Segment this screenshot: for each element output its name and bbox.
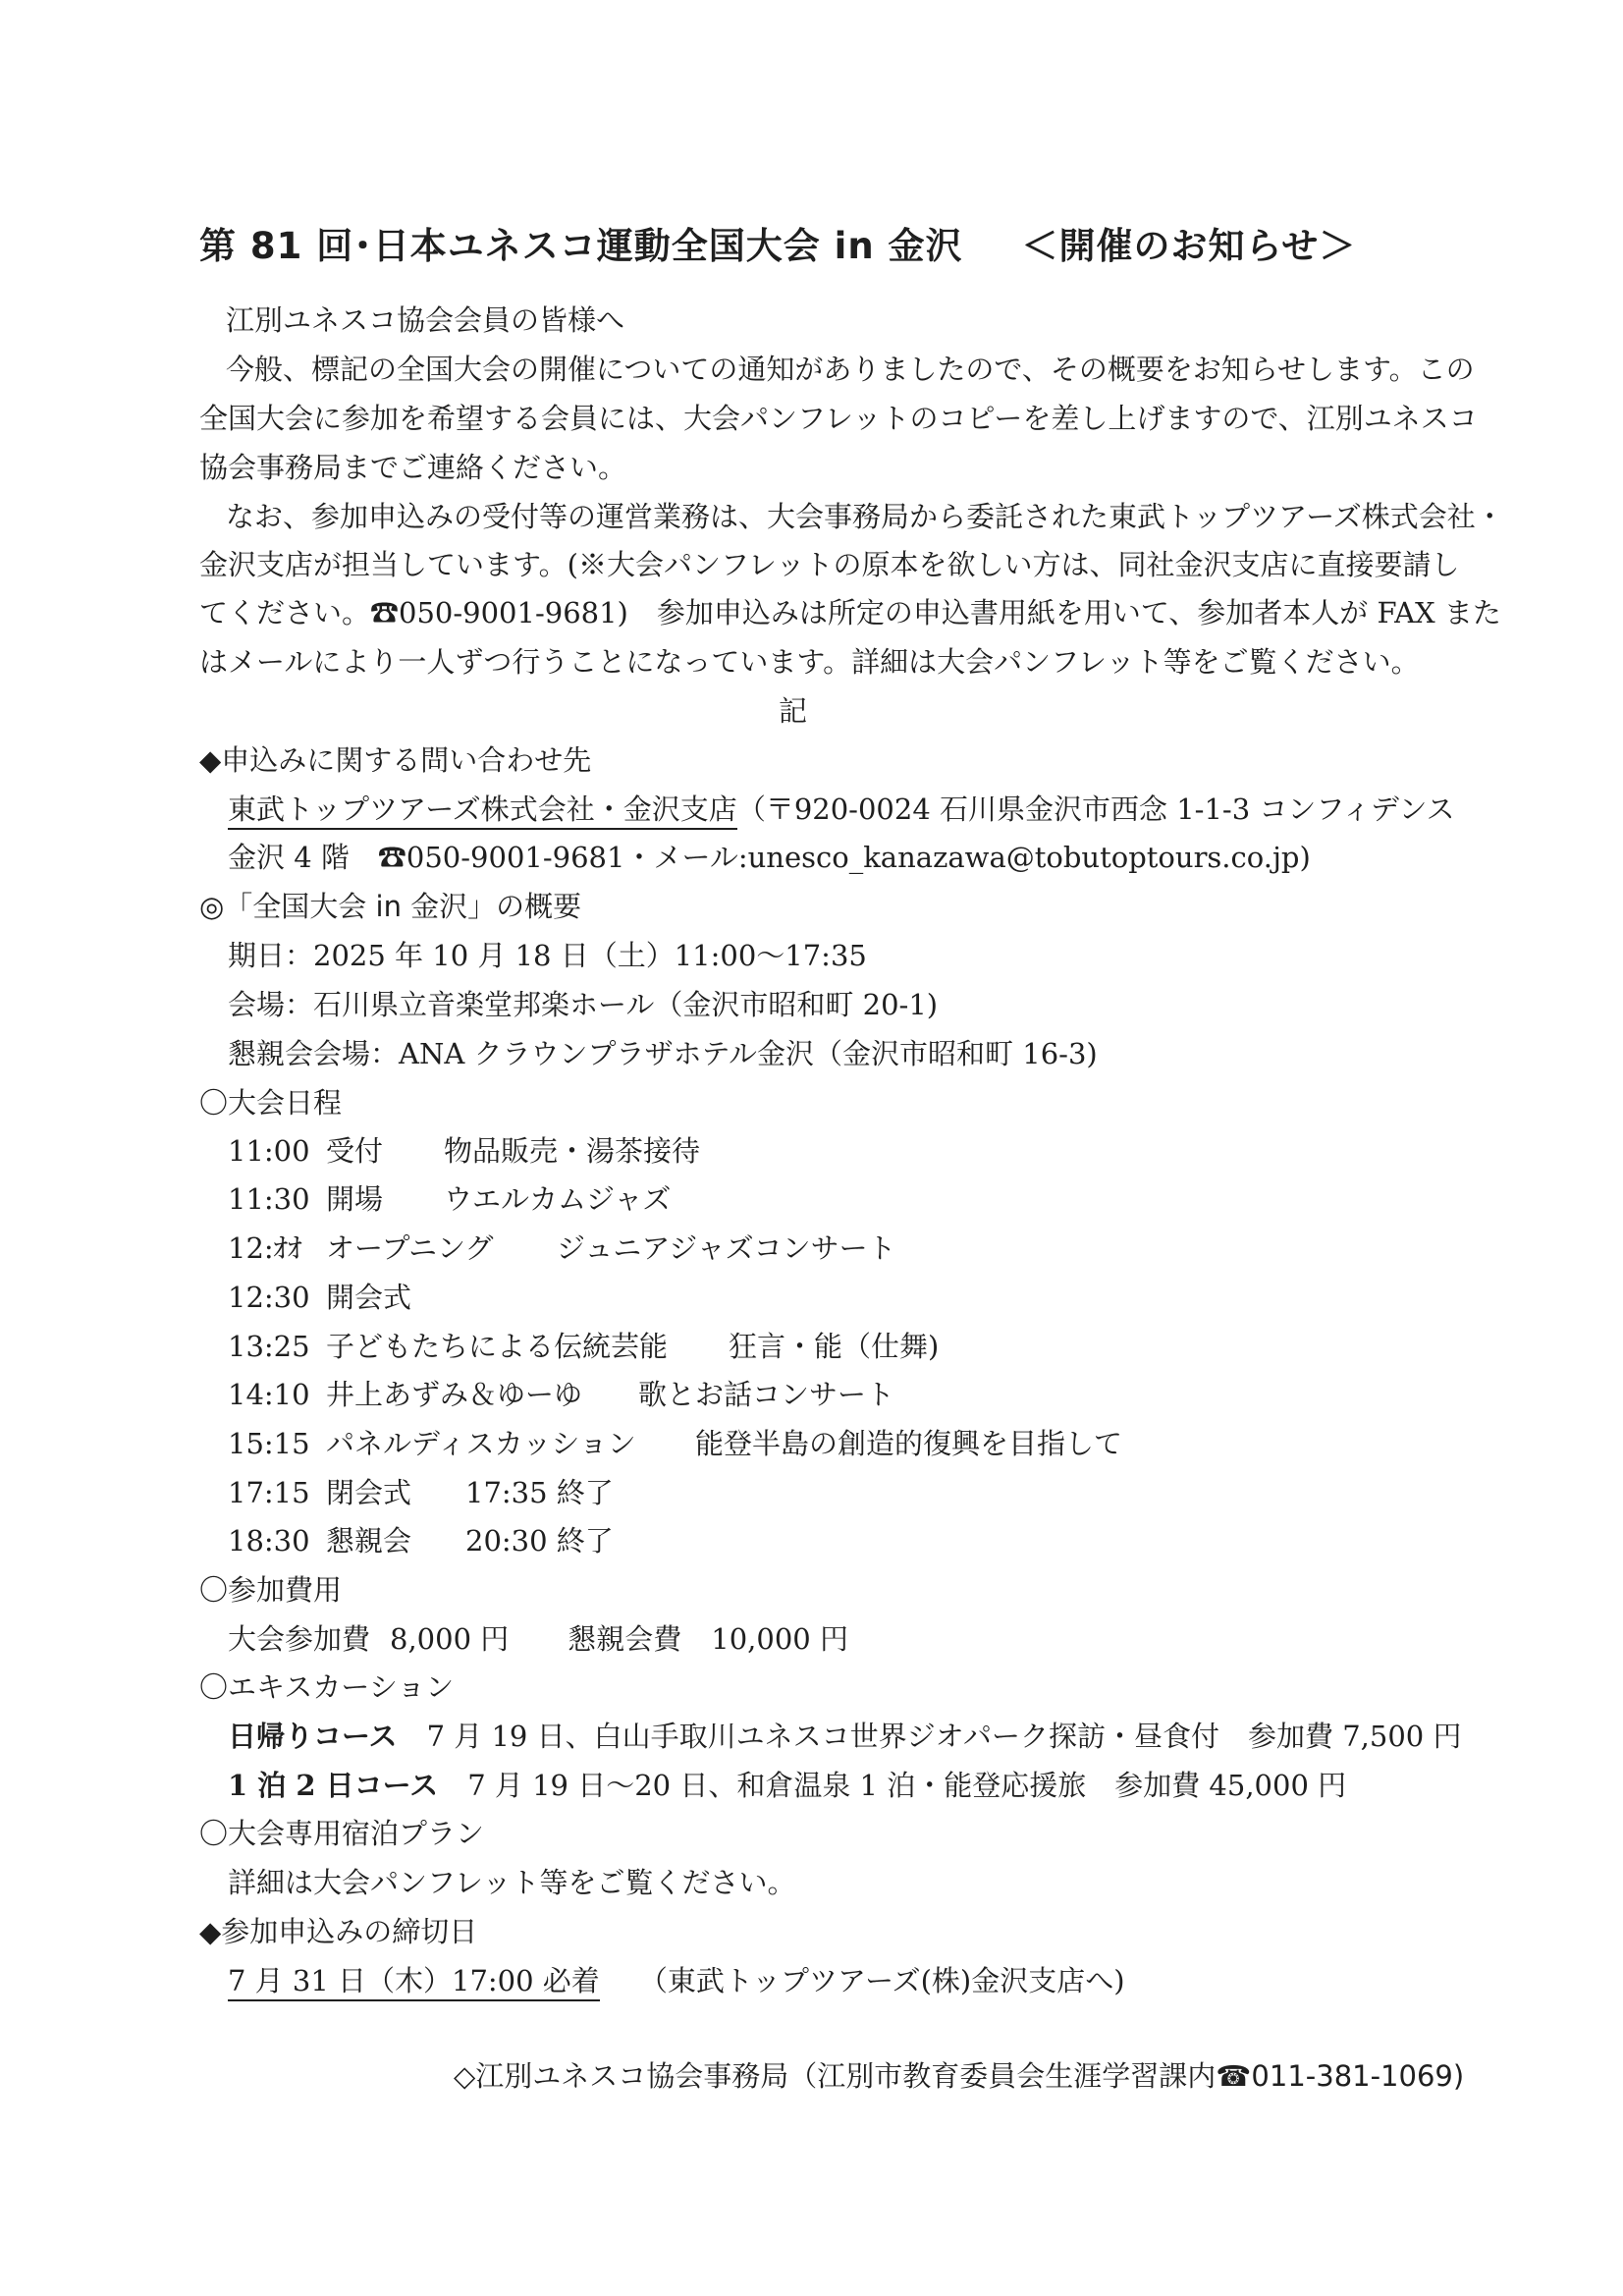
- schedule-item: [228, 1131, 700, 1171]
- fees-line: [228, 1619, 848, 1659]
- course-2-name: 1 泊 2 日コース: [228, 1769, 439, 1802]
- excursion-heading: 〇エキスカーション: [199, 1670, 455, 1704]
- overview-heading: ◎「全国大会 in 金沢」の概要: [199, 890, 582, 923]
- footer-office: ◇江別ユネスコ協会事務局（江別市教育委員会生涯学習課内☎011-381-1069): [454, 2059, 1465, 2093]
- schedule-time: 12:ｵｵ: [228, 1231, 302, 1265]
- page-title: [199, 222, 1356, 271]
- course-2-desc: 7 月 19 日～20 日、和倉温泉 1 泊・能登応援旅 参加費 45,000 円: [467, 1769, 1347, 1802]
- fee-party-value: 10,000 円: [711, 1622, 848, 1656]
- title-main: 第 81 回･日本ユネスコ運動全国大会 in 金沢: [199, 225, 963, 267]
- schedule-item: [228, 1473, 614, 1512]
- contact-address-1: （〒920-0024 石川県金沢市西念 1-1-3 コンフィデンス: [736, 793, 1455, 826]
- schedule-detail: 狂言・能（仕舞): [729, 1330, 940, 1363]
- intro-p2-line-2: 金沢支店が担当しています。(※大会パンフレットの原本を欲しい方は、同社金沢支店に直接要請し: [199, 548, 1460, 581]
- schedule-event: 閉会式: [326, 1476, 412, 1509]
- fees-heading: 〇参加費用: [199, 1573, 343, 1607]
- fee-conference-value: 8,000 円: [390, 1622, 510, 1656]
- intro-p2-line-4: はメールにより一人ずつ行うことになっています。詳細は大会パンフレット等をご覧ください。: [199, 645, 1420, 679]
- fee-party-label: 懇親会費: [568, 1622, 682, 1656]
- ki-mark: 記: [779, 694, 808, 728]
- schedule-heading: 〇大会日程: [199, 1086, 343, 1120]
- overview-party-venue: 懇親会会場：ANA クラウンプラザホテル金沢（金沢市昭和町 16-3): [228, 1037, 1098, 1070]
- schedule-detail: 物品販売・湯茶接待: [444, 1134, 701, 1168]
- schedule-item: [228, 1327, 939, 1366]
- schedule-detail: ジュニアジャズコンサート: [557, 1231, 896, 1265]
- schedule-time: 17:15: [228, 1476, 310, 1509]
- schedule-time: 18:30: [228, 1524, 310, 1558]
- schedule-event: パネルディスカッション: [326, 1427, 636, 1460]
- fee-conference-label: 大会参加費: [228, 1622, 371, 1656]
- schedule-event: 受付: [326, 1134, 384, 1168]
- title-sub: ＜開催のお知らせ＞: [1021, 225, 1357, 267]
- schedule-time: 12:30: [228, 1281, 310, 1314]
- schedule-item: [228, 1278, 411, 1317]
- schedule-detail: 歌とお話コンサート: [638, 1378, 895, 1411]
- intro-p1-line-1: 今般、標記の全国大会の開催についての通知がありましたので、その概要をお知らせします。この: [226, 353, 1475, 386]
- schedule-detail: 20:30 終了: [465, 1524, 614, 1558]
- overview-date: 期日：2025 年 10 月 18 日（土）11:00～17:35: [228, 939, 867, 972]
- schedule-time: 11:30: [228, 1182, 310, 1216]
- greeting: 江別ユネスコ協会会員の皆様へ: [226, 303, 625, 337]
- schedule-event: 懇親会: [326, 1524, 412, 1558]
- lodging-heading: 〇大会専用宿泊プラン: [199, 1817, 485, 1850]
- schedule-item: [228, 1179, 671, 1219]
- intro-p2-line-3: てください。☎050-9001-9681) 参加申込みは所定の申込書用紙を用いて、参加者本人が FAX また: [199, 596, 1501, 629]
- intro-p2-line-1: なお、参加申込みの受付等の運営業務は、大会事務局から委託された東武トップツアーズ株式会社・: [226, 500, 1504, 533]
- overview-venue: 会場：石川県立音楽堂邦楽ホール（金沢市昭和町 20-1): [228, 988, 939, 1021]
- contact-address-2: 金沢 4 階 ☎050-9001-9681・メール:unesco_kanazawa@tobutoptours.co.jp): [228, 841, 1311, 874]
- contact-line-1: [228, 790, 1455, 829]
- schedule-time: 15:15: [228, 1427, 310, 1460]
- schedule-detail: 能登半島の創造的復興を目指して: [695, 1427, 1123, 1460]
- course-1-name: 日帰りコース: [228, 1720, 398, 1753]
- schedule-item: [228, 1229, 896, 1268]
- excursion-course-2: [228, 1766, 1346, 1805]
- contact-heading: ◆申込みに関する問い合わせ先: [199, 743, 592, 777]
- schedule-event: 開会式: [326, 1281, 412, 1314]
- deadline-dest: （東武トップツアーズ(株)金沢支店へ): [638, 1964, 1125, 1997]
- schedule-event: 子どもたちによる伝統芸能: [326, 1330, 669, 1363]
- schedule-event: 井上あずみ＆ゆーゆ: [326, 1378, 583, 1411]
- lodging-text: 詳細は大会パンフレット等をご覧ください。: [228, 1866, 796, 1899]
- schedule-event: 開場: [326, 1182, 384, 1216]
- contact-company: 東武トップツアーズ株式会社・金沢支店: [228, 793, 737, 830]
- schedule-detail: 17:35 終了: [465, 1476, 614, 1509]
- schedule-time: 14:10: [228, 1378, 310, 1411]
- deadline-date: 7 月 31 日（木）17:00 必着: [228, 1964, 600, 2001]
- schedule-item: [228, 1375, 894, 1414]
- schedule-event: オープニング: [326, 1231, 494, 1265]
- schedule-time: 11:00: [228, 1134, 310, 1168]
- schedule-item: [228, 1424, 1122, 1463]
- schedule-item: [228, 1521, 614, 1560]
- deadline-line: [228, 1961, 1125, 2000]
- deadline-heading: ◆参加申込みの締切日: [199, 1915, 478, 1948]
- schedule-detail: ウエルカムジャズ: [444, 1182, 672, 1216]
- schedule-time: 13:25: [228, 1330, 310, 1363]
- excursion-course-1: [228, 1717, 1461, 1756]
- intro-p1-line-2: 全国大会に参加を希望する会員には、大会パンフレットのコピーを差し上げますので、江別ユネスコ: [199, 402, 1478, 435]
- intro-p1-line-3: 協会事務局までご連絡ください。: [199, 451, 627, 484]
- course-1-desc: 7 月 19 日、白山手取川ユネスコ世界ジオパーク探訪・昼食付 参加費 7,500 円: [426, 1720, 1462, 1753]
